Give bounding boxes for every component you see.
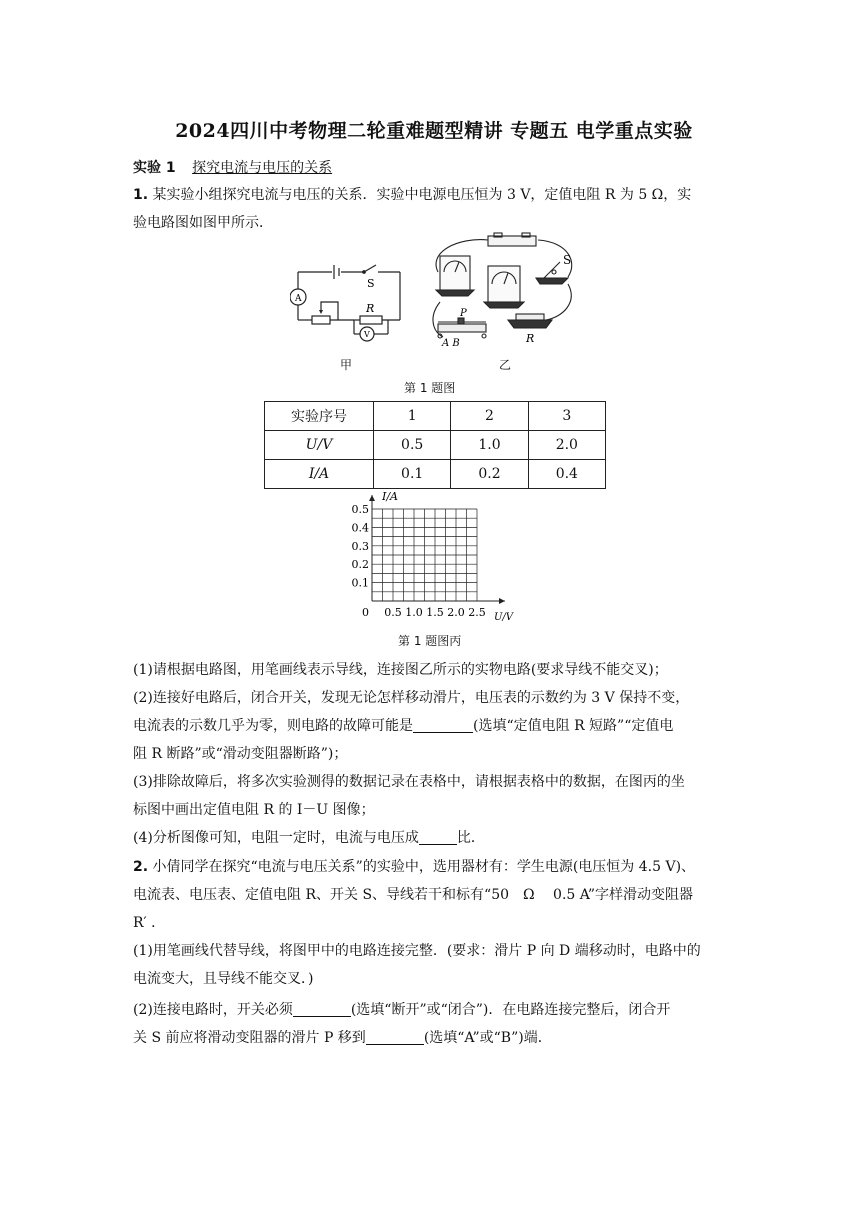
table-cell: 0.4 [528, 460, 605, 489]
x-tick-label: 0 [362, 606, 369, 619]
x-tick-label: 2.5 [468, 606, 486, 619]
answer-blank[interactable] [419, 828, 457, 845]
q2-sub2-text-b: (选填“断开”或“闭合”)．在电路连接完整后，闭合开 [350, 1002, 671, 1018]
y-tick-label: 0.4 [351, 521, 369, 535]
q2-line2: 电流表、电压表、定值电阻 R、开关 S、导线若干和标有“50 Ω 0.5 A”字样滑动变阻器 [133, 887, 693, 903]
q1-sub2-line3: 阻 R 断路”或“滑动变阻器断路”)； [133, 746, 348, 762]
graph-axes [369, 495, 505, 604]
fig1-caption: 第 1 题图 [404, 381, 456, 395]
circuit-diagram-jia [290, 262, 408, 346]
table-cell: 1.0 [451, 431, 528, 460]
ammeter-label: A [295, 294, 302, 304]
graph-caption: 第 1 题图丙 [398, 634, 462, 648]
x-axis-label: U/V [494, 612, 514, 623]
q2-sub2-text-c: 关 S 前应将滑动变阻器的滑片 P 移到 [133, 1030, 366, 1046]
section-name: 探究电流与电压的关系 [192, 160, 333, 176]
q2-sub2-line2 [133, 1024, 741, 1052]
q2-line3: R′ ． [133, 915, 166, 931]
q2-sub1-line1: (1)用笔画线代替导线，将图甲中的电路连接完整．(要求：滑片 P 向 D 端移动时，电路中的 [133, 943, 701, 959]
y-axis-arrow [369, 495, 375, 501]
table-cell: 2.0 [528, 431, 605, 460]
page-title: 2024四川中考物理二轮重难题型精讲 专题五 电学重点实验 [175, 120, 693, 142]
table-header-cell: 1 [374, 402, 451, 431]
data-table [264, 401, 606, 489]
table-header-cell: 2 [451, 402, 528, 431]
graph-grid [372, 509, 477, 601]
table-cell: 0.2 [451, 460, 528, 489]
q1-intro-line1 [133, 181, 741, 209]
x-tick-label: 0.5 [384, 606, 402, 619]
fig-jia-label: 甲 [340, 358, 353, 372]
q1-sub2-line2 [133, 712, 741, 740]
y-axis-label: I/A [382, 490, 398, 503]
y-tick-label: 0.2 [351, 558, 369, 572]
q2-number: 2. [133, 859, 149, 875]
fig-yi-resistor-label: R [526, 332, 535, 345]
fig-yi-slider-label: P [460, 308, 467, 319]
apparatus-figure-yi [428, 232, 588, 350]
q2-line1 [133, 853, 741, 881]
q1-intro-text: 某实验小组探究电流与电压的关系．实验中电源电压恒为 3 V，定值电阻 R 为 5 Ω，实 [152, 187, 692, 203]
q2-sub2-line1 [133, 996, 741, 1024]
table-header-row [265, 402, 606, 431]
q1-sub4 [133, 824, 741, 852]
x-tick-label: 1.5 [426, 606, 444, 619]
q1-sub2-line1: (2)连接好电路后，闭合开关，发现无论怎样移动滑片，电压表的示数约为 3 V 保持不变， [133, 690, 690, 706]
table-cell: 0.5 [374, 431, 451, 460]
table-row [265, 460, 606, 489]
table-header-cell: 实验序号 [265, 402, 374, 431]
graph-bing [344, 486, 524, 628]
answer-blank[interactable] [366, 1028, 424, 1045]
q1-sub4-text-a: (4)分析图像可知，电阻一定时，电流与电压成 [133, 830, 419, 846]
q1-intro-line2: 验电路图如图甲所示． [133, 215, 273, 231]
y-tick-label: 0.3 [351, 539, 369, 553]
y-tick-label: 0.1 [351, 576, 369, 590]
q1-sub3-line1: (3)排除故障后，将多次实验测得的数据记录在表格中，请根据表格中的数据，在图丙的坐 [133, 774, 685, 790]
q1-sub3-line2: 标图中画出定值电阻 R 的 I－U 图像； [133, 802, 375, 818]
table-row-label: I/A [265, 460, 374, 489]
q1-number: 1. [133, 187, 149, 203]
q1-sub2-text-a: 电流表的示数几乎为零，则电路的故障可能是 [133, 718, 413, 734]
table-row-label: U/V [265, 431, 374, 460]
x-tick-label: 2.0 [447, 606, 465, 619]
fig-yi-switch-label: S [563, 253, 572, 267]
q1-sub4-text-b: 比． [456, 830, 485, 846]
q2-sub2-text-d: (选填“A”或“B”)端． [423, 1030, 552, 1046]
y-tick-label: 0.5 [351, 503, 369, 516]
table-row [265, 431, 606, 460]
section-heading [133, 157, 332, 177]
q1-sub1: (1)请根据电路图，用笔画线表示导线，连接图乙所示的实物电路(要求导线不能交叉)； [133, 662, 668, 678]
q2-sub2-text-a: (2)连接电路时，开关必须 [133, 1002, 293, 1018]
q2-sub1-line2: 电流变大，且导线不能交叉．) [133, 971, 314, 987]
x-axis-arrow [499, 598, 505, 604]
voltmeter-label: V [364, 330, 370, 339]
answer-blank[interactable] [293, 1000, 351, 1017]
q2-text: 小倩同学在探究“电流与电压关系”的实验中，选用器材有：学生电源(电压恒为 4.5 V)、 [152, 859, 696, 875]
q1-sub2-text-b: (选填“定值电阻 R 短路”“定值电 [473, 718, 674, 734]
fig-yi-ab-label: A B [442, 338, 460, 349]
table-header-cell: 3 [528, 402, 605, 431]
table-cell: 0.1 [374, 460, 451, 489]
switch-label: S [367, 277, 375, 290]
x-tick-label: 1.0 [405, 606, 423, 619]
fig-yi-label: 乙 [499, 358, 512, 372]
answer-blank[interactable] [413, 716, 473, 733]
section-number: 实验 1 [133, 160, 176, 176]
resistor-label: R [366, 302, 375, 315]
